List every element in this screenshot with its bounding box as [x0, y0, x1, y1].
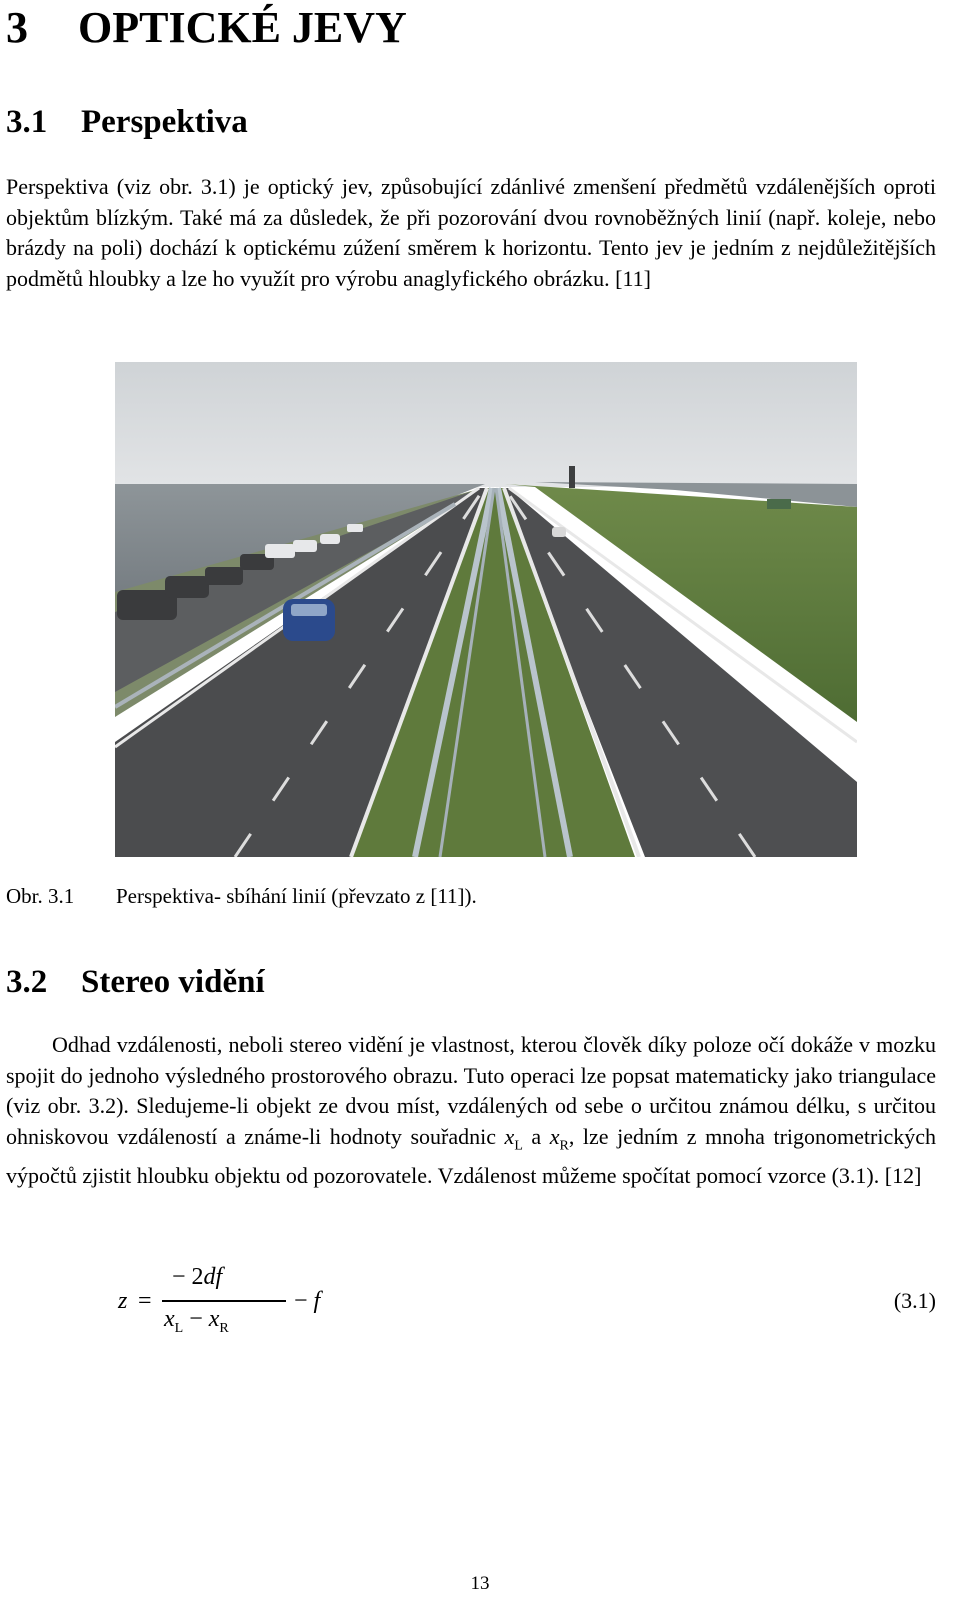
figure-caption-text: Perspektiva- sbíhání linií (převzato z [11]).	[116, 884, 477, 908]
numerator-minus-two: − 2	[172, 1264, 204, 1290]
den-sub-r: R	[219, 1320, 229, 1336]
fraction-bar	[162, 1300, 286, 1302]
var-x-l: x	[504, 1123, 515, 1149]
stereo-text-c: , lze jedním z mnoha trigonometrických výpočtů zjistit hloubku objektu od pozorovatele. Vzdálenost můžeme spočítat pomocí vzorce (3.1). [12]	[6, 1123, 937, 1189]
stereo-text-b: a	[522, 1123, 550, 1149]
equation-denominator	[164, 1306, 229, 1337]
tail-minus: −	[294, 1288, 314, 1314]
page-number: 13	[470, 1573, 490, 1594]
figure-label: Obr. 3.1	[6, 884, 75, 908]
var-x-r: x	[549, 1123, 560, 1149]
numerator-df: df	[203, 1264, 223, 1290]
section-number: 3.2	[6, 964, 48, 1000]
equation-3-1	[118, 1264, 538, 1344]
sub-l: L	[514, 1137, 523, 1153]
chapter-title: OPTICKÉ JEVY	[78, 3, 407, 52]
equation-number: (3.1)	[893, 1288, 936, 1313]
section-number: 3.1	[6, 104, 48, 140]
figure-caption	[6, 884, 477, 909]
den-sub-l: L	[174, 1320, 184, 1336]
equation-equals: =	[138, 1288, 152, 1314]
equation-numerator	[172, 1264, 222, 1291]
sub-r: R	[559, 1137, 569, 1153]
chapter-number: 3	[6, 3, 28, 52]
den-x-l: x	[164, 1306, 175, 1332]
den-x-r: x	[208, 1306, 220, 1332]
den-minus: −	[183, 1306, 209, 1332]
equation-lhs: z	[118, 1288, 128, 1314]
equation-tail	[294, 1288, 320, 1315]
perspective-paragraph: Perspektiva (viz obr. 3.1) je optický jev, způsobující zdánlivé zmenšení předmětů vzdálenějších oproti objektům blízkým. Také má za důsledek, že při pozorování dvou rovnoběžných linií (např. koleje, nebo brázdy na poli) dochází k optickému zúžení směrem k horizontu. Tento jev je jedním z nejdůležitějších podmětů hloubky a lze ho využít pro výrobu anaglyfického obrázku. [11]	[6, 174, 936, 291]
highway-perspective-photo	[115, 362, 857, 857]
section-heading-stereo	[6, 964, 265, 1001]
section-heading-perspektiva	[6, 104, 248, 141]
section-title: Perspektiva	[81, 104, 248, 140]
chapter-heading	[6, 2, 407, 53]
stereo-paragraph	[6, 1030, 936, 1192]
section-title: Stereo vidění	[81, 964, 265, 1000]
tail-f: f	[313, 1288, 321, 1314]
stereo-text-a: Odhad vzdálenosti, neboli stereo vidění je vlastnost, kterou člověk díky poloze očí dokáže v mozku spojit do jednoho výsledného prostorového obrazu. Tuto operaci lze popsat matematicky jako triangulace (viz obr. 3.2). Sledujeme-li objekt ze dvou míst, vzdálených od sebe o určitou známou délku, s určitou ohniskovou vzdáleností a známe-li hodnoty souřadnic	[6, 1032, 936, 1149]
